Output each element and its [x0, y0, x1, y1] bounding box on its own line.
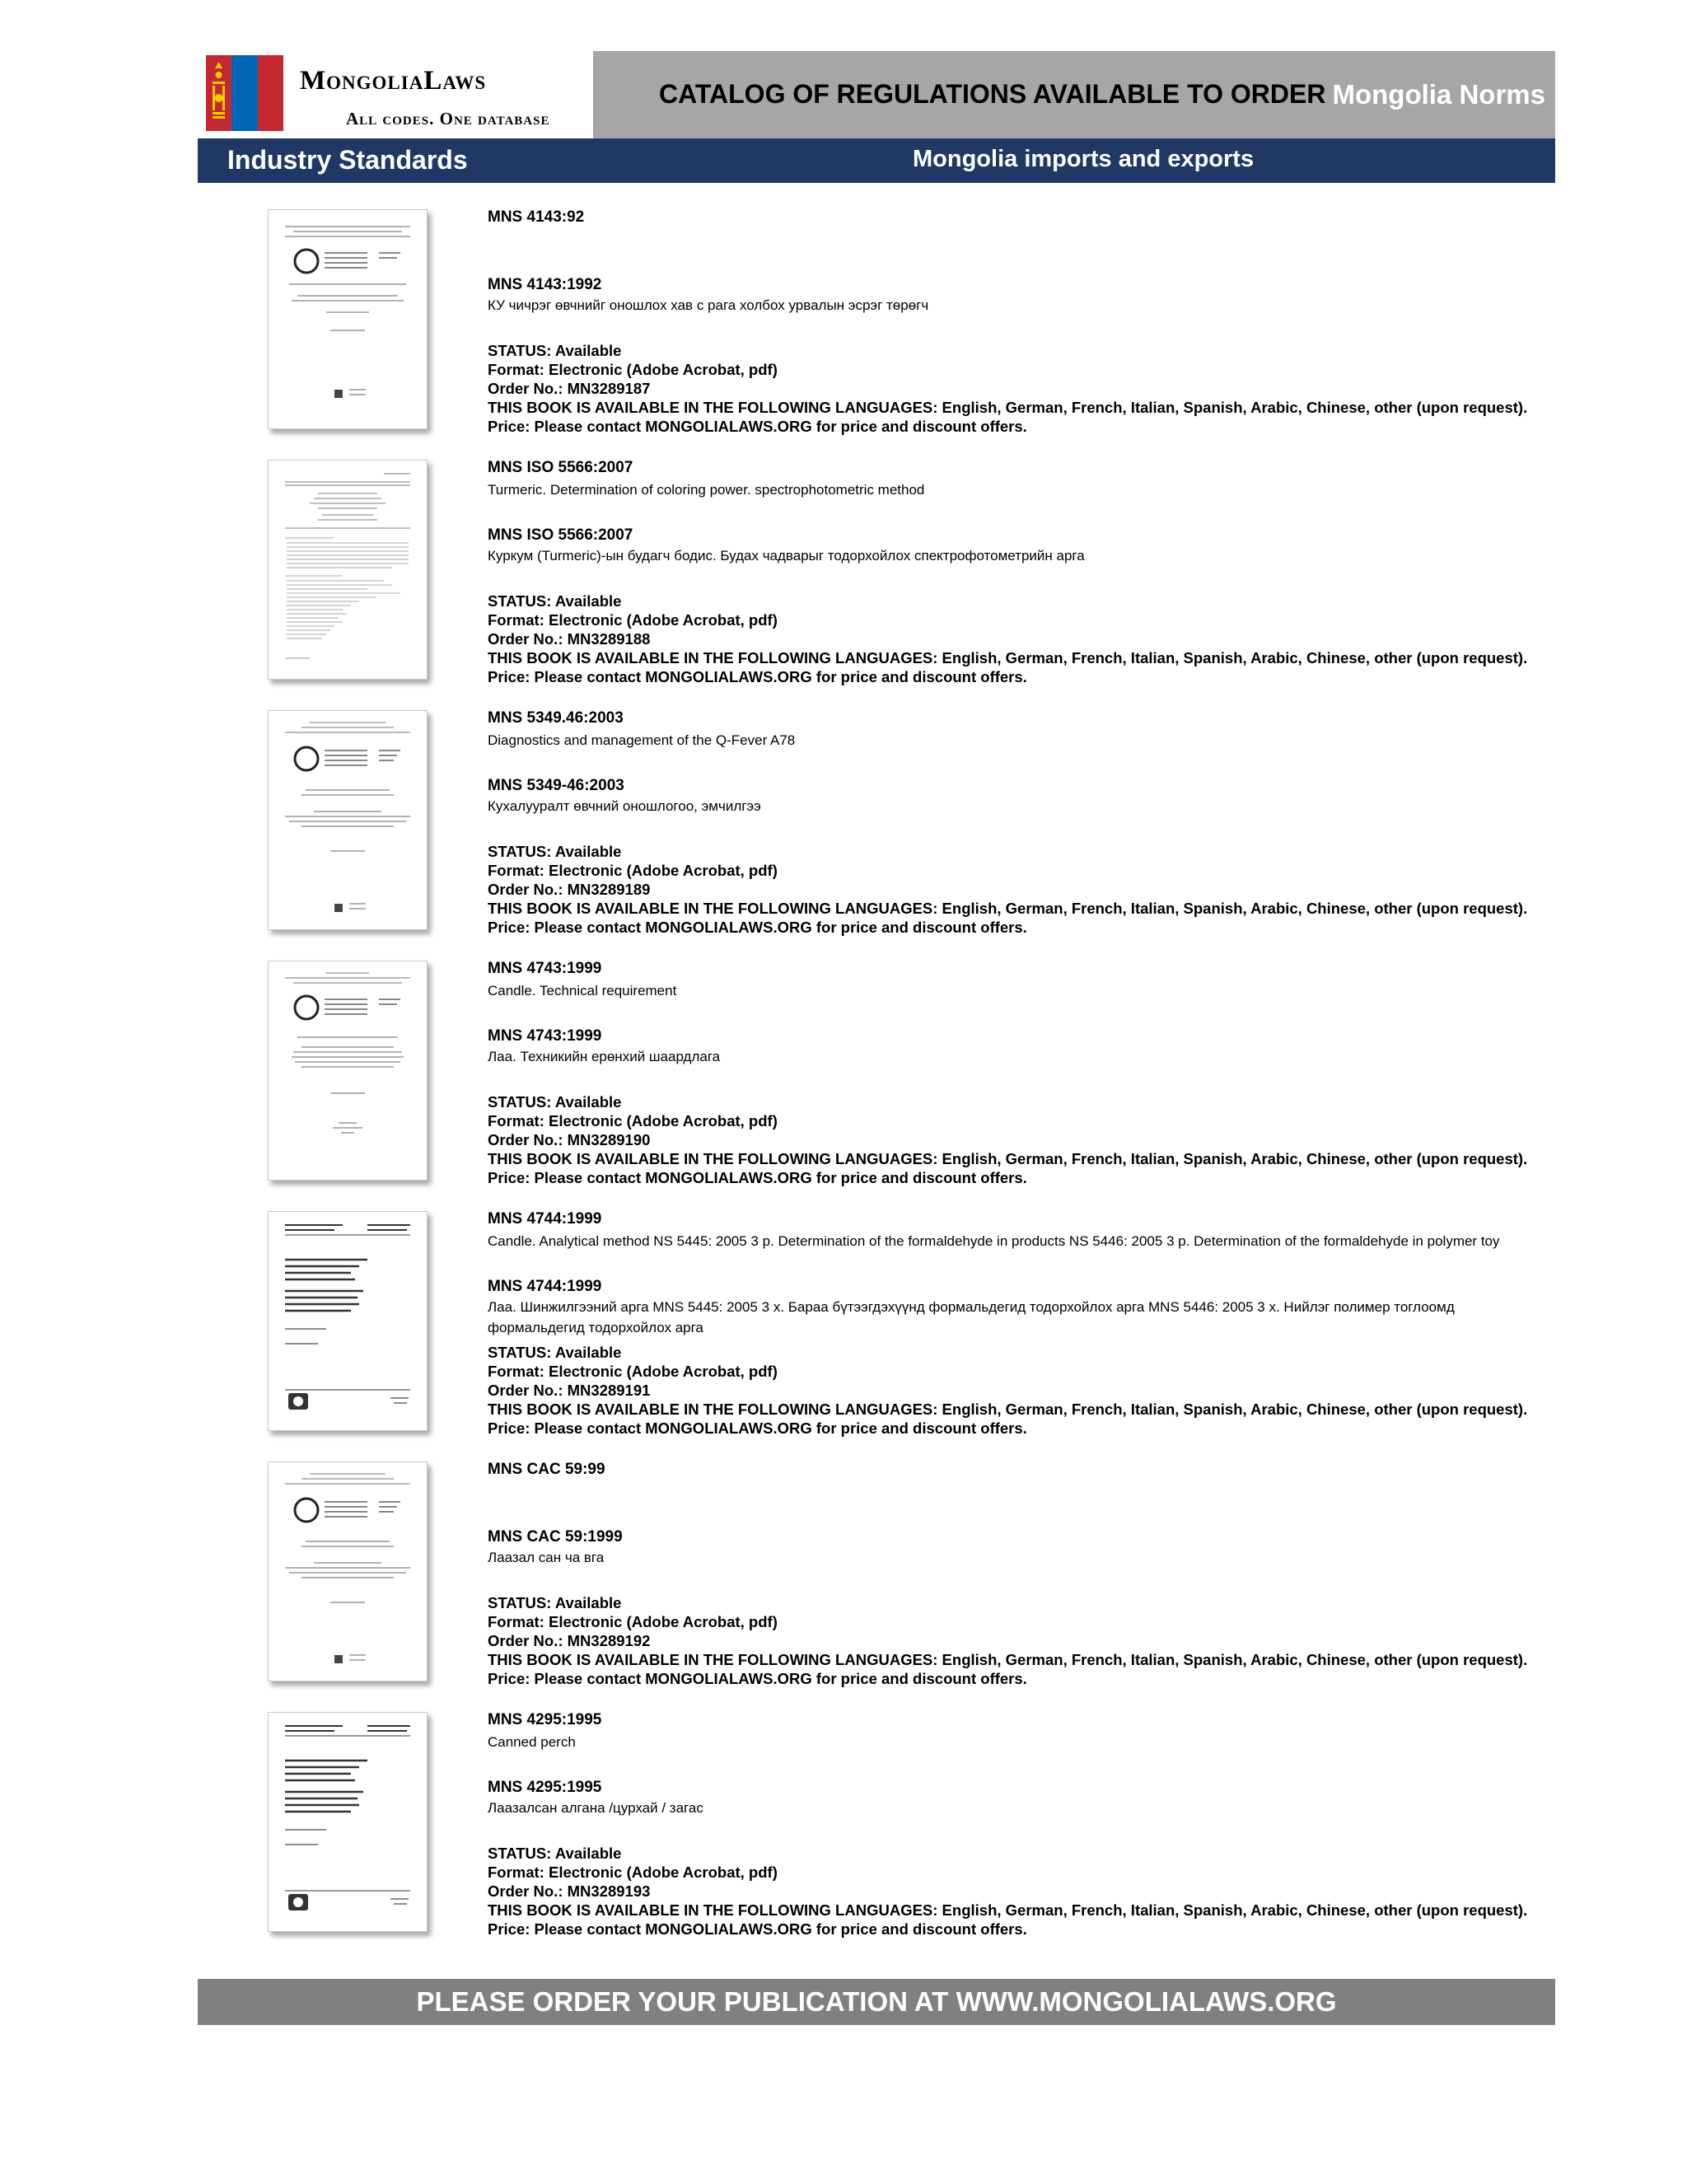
price-text: Price: Please contact MONGOLIALAWS.ORG for price and discount offers. [488, 668, 1027, 685]
price-text: Price: Please contact MONGOLIALAWS.ORG for price and discount offers. [488, 1670, 1027, 1687]
languages-text: THIS BOOK IS AVAILABLE IN THE FOLLOWING LANGUAGES: English, German, French, Italian, Spanish, Arabic, Chinese, other (upon request). [488, 1901, 1528, 1919]
price-text: Price: Please contact MONGOLIALAWS.ORG for price and discount offers. [488, 1920, 1027, 1938]
order-footer-banner[interactable] [198, 1979, 1555, 2025]
standard-code: MNS CAC 59:99 [488, 1461, 605, 1478]
languages-text: THIS BOOK IS AVAILABLE IN THE FOLLOWING LANGUAGES: English, German, French, Italian, Spanish, Arabic, Chinese, other (upon request). [488, 900, 1528, 917]
standard-code-local: MNS CAC 59:1999 [488, 1528, 623, 1546]
logo[interactable] [198, 51, 593, 138]
status-text: STATUS: Available [488, 1594, 622, 1611]
languages-text: THIS BOOK IS AVAILABLE IN THE FOLLOWING LANGUAGES: English, German, French, Italian, Spanish, Arabic, Chinese, other (upon request). [488, 1401, 1528, 1418]
standard-description: Canned perch [488, 1734, 576, 1750]
cover-preview-icon [269, 210, 427, 428]
standard-description-local: Куркум (Turmeric)-ын будагч бодис. Будах чадварыг тодорхойлох спектрофотометрийн арга [488, 548, 1085, 564]
standard-code-local: MNS 5349-46:2003 [488, 777, 624, 794]
brand-title: MongoliaLaws [300, 66, 487, 96]
standard-code: MNS 4143:92 [488, 208, 585, 226]
format-text: Format: Electronic (Adobe Acrobat, pdf) [488, 1864, 778, 1881]
order-link[interactable]: PLEASE ORDER YOUR PUBLICATION AT WWW.MONGOLIALAWS.ORG [416, 1986, 1337, 2017]
standard-description-local: Лаазалсан алгана /цурхай / загас [488, 1800, 703, 1816]
standard-code-local: MNS 4744:1999 [488, 1278, 602, 1295]
price-text: Price: Please contact MONGOLIALAWS.ORG for price and discount offers. [488, 1419, 1027, 1437]
order-number: Order No.: MN3289190 [488, 1131, 651, 1148]
document-cover-thumbnail[interactable] [268, 1211, 428, 1431]
catalog-entry [198, 1209, 1555, 1448]
price-text: Price: Please contact MONGOLIALAWS.ORG for price and discount offers. [488, 418, 1027, 435]
norms-title: Mongolia Norms [1332, 79, 1545, 110]
standard-description: Turmeric. Determination of coloring power. spectrophotometric method [488, 482, 925, 498]
category-title: Industry Standards [227, 145, 468, 175]
standard-description: Diagnostics and management of the Q-Fever A78 [488, 732, 796, 748]
cover-preview-icon [269, 461, 427, 679]
subcategory-title: Mongolia imports and exports [913, 146, 1255, 172]
status-text: STATUS: Available [488, 1845, 622, 1862]
cover-preview-icon [269, 1212, 427, 1430]
cover-preview-icon [269, 1462, 427, 1681]
catalog-entry [198, 1460, 1555, 1699]
catalog-entry [198, 959, 1555, 1198]
brand-subtitle: All codes. One database [346, 109, 550, 129]
format-text: Format: Electronic (Adobe Acrobat, pdf) [488, 1112, 778, 1129]
document-cover-thumbnail[interactable] [268, 961, 428, 1181]
order-number: Order No.: MN3289189 [488, 881, 651, 898]
catalog-banner [593, 51, 1555, 138]
document-cover-thumbnail[interactable] [268, 1461, 428, 1681]
standard-code: MNS 4295:1995 [488, 1711, 602, 1728]
catalog-entry [198, 709, 1555, 947]
format-text: Format: Electronic (Adobe Acrobat, pdf) [488, 361, 778, 378]
cover-preview-icon [269, 961, 427, 1180]
order-number: Order No.: MN3289187 [488, 380, 651, 397]
order-number: Order No.: MN3289191 [488, 1382, 651, 1399]
status-text: STATUS: Available [488, 342, 622, 359]
status-text: STATUS: Available [488, 1093, 622, 1111]
document-cover-thumbnail[interactable] [268, 1712, 428, 1932]
standard-description: Candle. Technical requirement [488, 983, 677, 998]
document-cover-thumbnail[interactable] [268, 209, 428, 429]
status-text: STATUS: Available [488, 843, 622, 860]
status-text: STATUS: Available [488, 1344, 622, 1361]
format-text: Format: Electronic (Adobe Acrobat, pdf) [488, 1613, 778, 1630]
status-text: STATUS: Available [488, 592, 622, 610]
standard-description-local: Лаазал сан ча вга [488, 1550, 605, 1565]
standard-description-local: Лаа. Техникийн ерөнхий шаардлага [488, 1049, 721, 1064]
catalog-entry [198, 1710, 1555, 1949]
languages-text: THIS BOOK IS AVAILABLE IN THE FOLLOWING LANGUAGES: English, German, French, Italian, Spanish, Arabic, Chinese, other (upon request). [488, 1651, 1528, 1668]
order-number: Order No.: MN3289192 [488, 1632, 651, 1649]
price-text: Price: Please contact MONGOLIALAWS.ORG for price and discount offers. [488, 919, 1027, 936]
standard-description: Candle. Analytical method NS 5445: 2005 3 p. Determination of the formaldehyde in products NS 5446: 2005 3 p. Determination of the formaldehyde in polymer toy [488, 1233, 1500, 1249]
languages-text: THIS BOOK IS AVAILABLE IN THE FOLLOWING LANGUAGES: English, German, French, Italian, Spanish, Arabic, Chinese, other (upon request). [488, 399, 1528, 416]
document-cover-thumbnail[interactable] [268, 710, 428, 930]
price-text: Price: Please contact MONGOLIALAWS.ORG for price and discount offers. [488, 1169, 1027, 1186]
standard-code: MNS ISO 5566:2007 [488, 459, 633, 476]
standard-description-local: КУ чичрэг өвчнийг оношлох хав с рага холбох урвалын эсрэг төрөгч [488, 297, 929, 313]
languages-text: THIS BOOK IS AVAILABLE IN THE FOLLOWING LANGUAGES: English, German, French, Italian, Spanish, Arabic, Chinese, other (upon request). [488, 1150, 1528, 1167]
format-text: Format: Electronic (Adobe Acrobat, pdf) [488, 862, 778, 879]
category-bar [198, 138, 1555, 183]
standard-code-local: MNS 4143:1992 [488, 276, 602, 293]
order-number: Order No.: MN3289193 [488, 1882, 651, 1900]
languages-text: THIS BOOK IS AVAILABLE IN THE FOLLOWING LANGUAGES: English, German, French, Italian, Spanish, Arabic, Chinese, other (upon request). [488, 649, 1528, 666]
standard-code: MNS 4743:1999 [488, 960, 602, 977]
format-text: Format: Electronic (Adobe Acrobat, pdf) [488, 1363, 778, 1380]
standard-code-local: MNS 4743:1999 [488, 1027, 602, 1045]
catalog-entry [198, 458, 1555, 697]
standard-code: MNS 5349.46:2003 [488, 709, 624, 727]
cover-preview-icon [269, 711, 427, 929]
mongolia-flag-icon [206, 55, 283, 131]
standard-description-local: Лаа. Шинжилгээний арга MNS 5445: 2005 3 х. Бараа бүтээгдэхүүнд формальдегид тодорхойлох арга MNS 5446: 2005 3 х. Нийлэг полимер тоглоомд формальдегид тодорхойлох арга [488, 1299, 1455, 1335]
page-header [198, 51, 1555, 138]
standard-description-local: Кухалуурaлт өвчний оношлогоо, эмчилгээ [488, 798, 761, 814]
catalog-title: CATALOG OF REGULATIONS AVAILABLE TO ORDER [659, 79, 1326, 109]
standard-code-local: MNS 4295:1995 [488, 1779, 602, 1796]
standard-code-local: MNS ISO 5566:2007 [488, 526, 633, 544]
format-text: Format: Electronic (Adobe Acrobat, pdf) [488, 611, 778, 629]
catalog-entry [198, 208, 1555, 447]
standard-code: MNS 4744:1999 [488, 1210, 602, 1228]
document-cover-thumbnail[interactable] [268, 460, 428, 680]
cover-preview-icon [269, 1713, 427, 1931]
order-number: Order No.: MN3289188 [488, 630, 651, 648]
